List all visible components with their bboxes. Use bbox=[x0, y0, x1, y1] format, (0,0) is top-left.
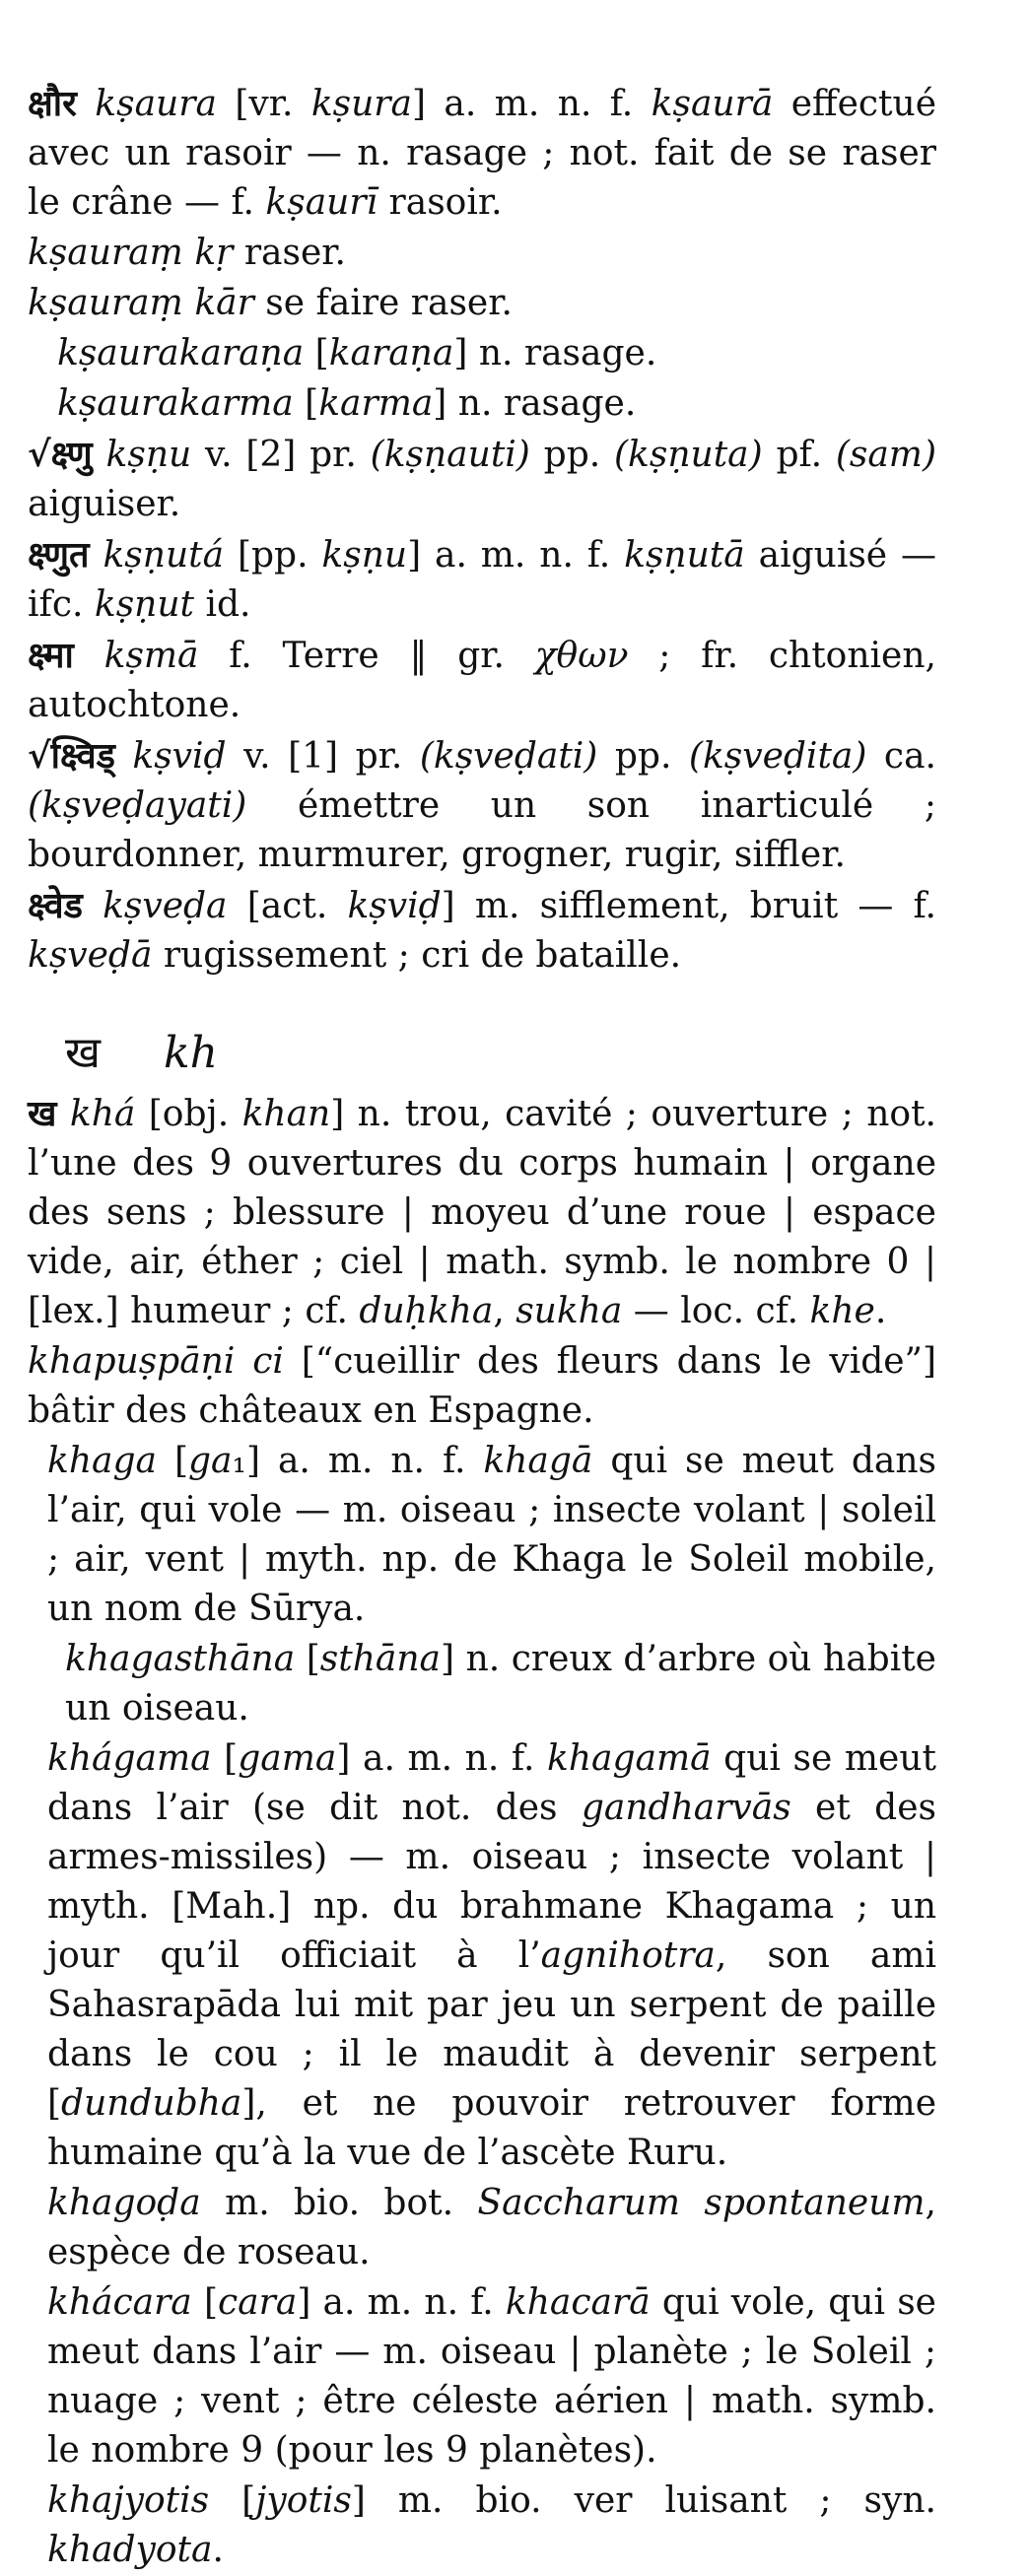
entry-text: [pp. bbox=[224, 535, 322, 576]
dictionary-entry-ksvid bbox=[28, 731, 936, 880]
italic-term: khagasthāna bbox=[65, 1639, 296, 1679]
entry-text: rugissement ; cri de bataille. bbox=[152, 935, 682, 976]
italic-term: kṣauraṃ kṛ bbox=[28, 233, 234, 273]
entry-text: [ bbox=[156, 1441, 188, 1481]
entry-text: ] m. sifflement, bruit — f. bbox=[441, 886, 937, 926]
italic-term: kṣaurā bbox=[651, 84, 774, 124]
entry-text: f. Terre ‖ gr. bbox=[198, 636, 535, 676]
entry-text bbox=[93, 435, 106, 475]
entry-text: ] m. bio. ver luisant ; syn. bbox=[351, 2480, 936, 2521]
italic-term: jyotis bbox=[255, 2480, 352, 2521]
dictionary-page bbox=[28, 79, 936, 2576]
italic-term: χθων bbox=[534, 636, 629, 676]
entry-text: v. [1] pr. bbox=[226, 736, 420, 777]
dictionary-entry-khagasthana bbox=[28, 1635, 936, 1733]
entry-text: ca. bbox=[866, 736, 936, 777]
entry-text: [obj. bbox=[135, 1094, 242, 1134]
italic-term: gandharvās bbox=[581, 1788, 791, 1828]
entry-text: . bbox=[212, 2530, 224, 2570]
entry-text: ; fr. chtonien, autochtone. bbox=[28, 636, 936, 725]
entry-text bbox=[83, 886, 103, 926]
dictionary-entry-kha bbox=[28, 1089, 936, 1336]
dictionary-entry-ksnuta bbox=[28, 530, 936, 630]
italic-term: (kṣveḍayati) bbox=[28, 785, 247, 826]
entry-text: [ bbox=[293, 383, 319, 424]
italic-term: (kṣṇuta) bbox=[614, 435, 763, 475]
headword-devanagari: √क्ष्णु bbox=[28, 434, 93, 475]
italic-term: khágama bbox=[47, 1738, 212, 1779]
section-roman: kh bbox=[164, 1028, 218, 1078]
italic-term: khaga bbox=[47, 1441, 157, 1481]
italic-term: kṣveḍā bbox=[28, 935, 153, 976]
dictionary-entry-khapuspani bbox=[28, 1337, 936, 1436]
entry-text: ] a. m. n. f. bbox=[297, 2282, 506, 2323]
dictionary-entry-khaga bbox=[28, 1437, 936, 1634]
italic-term: khagoḍa bbox=[47, 2183, 201, 2223]
entry-text: se faire raser. bbox=[253, 283, 513, 323]
italic-term: kṣṇut bbox=[94, 584, 195, 625]
entry-text: m. bio. bot. bbox=[200, 2183, 478, 2223]
dictionary-entry-khagama bbox=[28, 1734, 936, 2178]
headword-devanagari: √क्ष्विड् bbox=[28, 735, 115, 777]
entry-text: [ bbox=[211, 1738, 239, 1779]
entry-text: aiguiser. bbox=[28, 484, 181, 524]
headword-devanagari: क्ष्वेड bbox=[28, 885, 83, 926]
dictionary-entry-ksauram-kar bbox=[28, 279, 936, 328]
italic-term: kṣaurakarma bbox=[57, 383, 294, 424]
italic-term: (kṣveḍita) bbox=[688, 736, 867, 777]
dictionary-entry-khajyotis bbox=[28, 2476, 936, 2575]
italic-term: khagamā bbox=[547, 1738, 712, 1779]
italic-term: agnihotra bbox=[540, 1935, 716, 1976]
italic-term: (kṣṇauti) bbox=[370, 435, 530, 475]
entry-text: effectué avec un rasoir — n. rasage ; not. fait de se raser le crâne — f. bbox=[28, 84, 936, 223]
italic-term: duḥkha bbox=[359, 1291, 494, 1331]
entry-text: ] n. creux d’arbre où habite un oiseau. bbox=[65, 1639, 936, 1729]
entry-text: id. bbox=[194, 584, 251, 625]
italic-term: dundubha bbox=[61, 2083, 242, 2124]
entry-text: pf. bbox=[762, 435, 836, 475]
entry-text bbox=[74, 636, 104, 676]
italic-term: khacarā bbox=[505, 2282, 651, 2323]
section-devanagari: ख bbox=[65, 1028, 101, 1078]
entry-text: ] a. m. n. f. bbox=[407, 535, 625, 576]
italic-term: kṣṇutá bbox=[103, 535, 225, 576]
italic-term: khadyota bbox=[47, 2530, 213, 2570]
italic-term: kṣura bbox=[310, 84, 412, 124]
italic-term: khe bbox=[809, 1291, 875, 1331]
italic-term: kṣveḍa bbox=[103, 886, 228, 926]
italic-term: kṣaura bbox=[95, 84, 217, 124]
italic-term: cara bbox=[218, 2282, 298, 2323]
italic-term: kṣaurakaraṇa bbox=[57, 333, 305, 373]
entry-text: [vr. bbox=[216, 84, 311, 124]
italic-term: khapuṣpāṇi ci bbox=[28, 1341, 284, 1382]
italic-term: sukha bbox=[515, 1291, 623, 1331]
italic-term: gama bbox=[238, 1738, 337, 1779]
italic-term: kṣmā bbox=[103, 636, 199, 676]
italic-term: Saccharum spontaneum bbox=[477, 2183, 926, 2223]
entry-text: — loc. cf. bbox=[622, 1291, 810, 1331]
entry-text: , bbox=[493, 1291, 516, 1331]
entry-text: qui se meut dans l’air (se dit not. des bbox=[47, 1738, 936, 1828]
entry-text: . bbox=[874, 1291, 887, 1331]
entry-text: ] a. m. n. f. bbox=[336, 1738, 547, 1779]
italic-term: karaṇa bbox=[328, 333, 454, 373]
italic-term: kṣṇu bbox=[321, 535, 408, 576]
entry-text bbox=[115, 736, 133, 777]
entry-text bbox=[77, 84, 95, 124]
entry-text: et des armes-missiles) — m. oiseau ; insecte volant | myth. [Mah.] np. du brahmane Khagama ; un jour qu’il officiait à l’ bbox=[47, 1788, 936, 1976]
headword-devanagari: क्षौर bbox=[28, 83, 77, 124]
entry-text: aiguisé — ifc. bbox=[28, 535, 936, 625]
entry-text: raser. bbox=[233, 233, 346, 273]
dictionary-entry-ksma bbox=[28, 631, 936, 730]
entry-text: , son ami Sahasrapāda lui mit par jeu un serpent de paille dans le cou ; il le maudit à devenir serpent [ bbox=[47, 1935, 936, 2124]
italic-term: kṣauraṃ kār bbox=[28, 283, 254, 323]
entry-text: [act. bbox=[227, 886, 348, 926]
dictionary-entry-ksveda bbox=[28, 881, 936, 981]
dictionary-entry-ksaurakarana bbox=[28, 329, 936, 378]
italic-term: (kṣveḍati) bbox=[419, 736, 598, 777]
entry-text: [ bbox=[191, 2282, 219, 2323]
italic-term: khajyotis bbox=[47, 2480, 210, 2521]
dictionary-entry-ksnu bbox=[28, 430, 936, 529]
entries-top bbox=[28, 79, 936, 981]
entry-text: qui vole, qui se meut dans l’air — m. oiseau | planète ; le Soleil ; nuage ; vent ; être céleste aérien | math. symb. le nombre 9 (pour les 9 planètes). bbox=[47, 2282, 936, 2471]
dictionary-entry-khagoda bbox=[28, 2179, 936, 2277]
italic-term: karma bbox=[318, 383, 434, 424]
entry-text: pp. bbox=[597, 736, 689, 777]
entry-text: , espèce de roseau. bbox=[47, 2183, 936, 2272]
entry-text: v. [2] pr. bbox=[191, 435, 371, 475]
entry-text: émettre un son inarticulé ; bourdonner, murmurer, grogner, rugir, siffler. bbox=[28, 785, 936, 875]
entry-text: [ bbox=[295, 1639, 320, 1679]
italic-term: sthāna bbox=[319, 1639, 442, 1679]
section-heading bbox=[28, 1026, 936, 1081]
italic-term: kṣṇu bbox=[105, 435, 192, 475]
italic-term: khá bbox=[69, 1094, 136, 1134]
entry-text: ], et ne pouvoir retrouver forme humaine qu’à la vue de l’ascète Ruru. bbox=[47, 2083, 936, 2173]
italic-term: ga bbox=[188, 1441, 233, 1481]
entry-text bbox=[90, 535, 103, 576]
dictionary-entry-ksauram-kr bbox=[28, 229, 936, 278]
headword-devanagari: क्ष्णुत bbox=[28, 534, 90, 576]
entry-text: pp. bbox=[529, 435, 614, 475]
italic-term: kṣaurī bbox=[265, 182, 378, 223]
italic-term: khagā bbox=[483, 1441, 593, 1481]
entry-text: ] n. trou, cavité ; ouverture ; not. l’une des 9 ouvertures du corps humain | organe des sens ; blessure | moyeu d’une roue | espace vide, air, éther ; ciel | math. symb. le nombre 0 | [lex.] humeur ; cf. bbox=[28, 1094, 936, 1331]
italic-term: khácara bbox=[47, 2282, 192, 2323]
headword-devanagari: ख bbox=[28, 1093, 57, 1134]
entry-text: ] a. m. n. f. bbox=[411, 84, 652, 124]
dictionary-entry-ksaura bbox=[28, 79, 936, 228]
italic-term: (sam) bbox=[835, 435, 936, 475]
headword-devanagari: क्ष्मा bbox=[28, 635, 74, 676]
entry-text: [“cueillir des fleurs dans le vide”] bâtir des châteaux en Espagne. bbox=[28, 1341, 937, 1431]
entry-text: [ bbox=[304, 333, 329, 373]
entry-text: qui se meut dans l’air, qui vole — m. oiseau ; insecte volant | soleil ; air, vent | myth. np. de Khaga le Soleil mobile, un nom de Sūrya. bbox=[47, 1441, 936, 1629]
entry-text bbox=[56, 1094, 69, 1134]
entries-bottom bbox=[28, 1089, 936, 2575]
dictionary-entry-khacara bbox=[28, 2278, 936, 2475]
italic-term: kṣviḍ bbox=[132, 736, 227, 777]
italic-term: kṣṇutā bbox=[624, 535, 745, 576]
entry-text: rasoir. bbox=[378, 182, 503, 223]
entry-text: [ bbox=[209, 2480, 256, 2521]
dictionary-entry-ksaurakarma bbox=[28, 379, 936, 429]
italic-term: kṣviḍ bbox=[347, 886, 442, 926]
entry-text: ] n. rasage. bbox=[453, 333, 657, 373]
entry-text: ] n. rasage. bbox=[433, 383, 637, 424]
italic-term: khan bbox=[241, 1094, 331, 1134]
entry-text: ₁] a. m. n. f. bbox=[232, 1441, 484, 1481]
